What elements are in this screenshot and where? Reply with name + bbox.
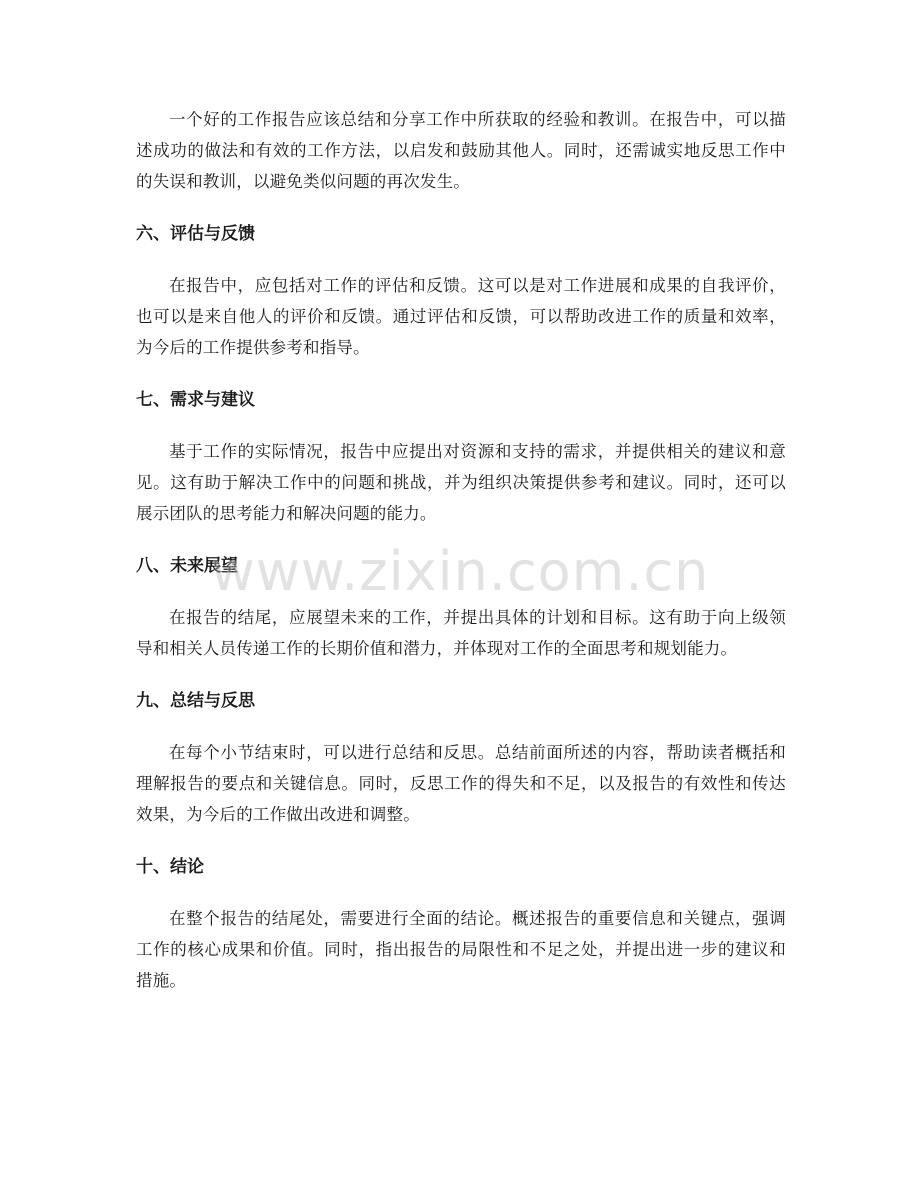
intro-paragraph: 一个好的工作报告应该总结和分享工作中所获取的经验和教训。在报告中，可以描述成功的做法和有效的工作方法，以启发和鼓励其他人。同时，还需诚实地反思工作中的失误和教训，以避免类似问题的再次发生。 [136, 110, 786, 191]
watermark-text: www.zixin.com.cn [210, 540, 710, 603]
section-body-6: 在报告中，应包括对工作的评估和反馈。这可以是对工作进展和成果的自我评价，也可以是来自他人的评价和反馈。通过评估和反馈，可以帮助改进工作的质量和效率，为今后的工作提供参考和指导。 [136, 276, 786, 357]
section-heading-8: 八、未来展望 [136, 556, 238, 576]
section-body-8: 在报告的结尾，应展望未来的工作，并提出具体的计划和目标。这有助于向上级领导和相关人员传递工作的长期价值和潜力，并体现对工作的全面思考和规划能力。 [136, 608, 786, 658]
section-heading-10: 十、结论 [136, 857, 204, 877]
section-heading-9: 九、总结与反思 [136, 691, 255, 711]
document-content [136, 104, 786, 996]
section-body-7: 基于工作的实际情况，报告中应提出对资源和支持的需求，并提供相关的建议和意见。这有助于解决工作中的问题和挑战，并为组织决策提供参考和建议。同时，还可以展示团队的思考能力和解决问题的能力。 [136, 442, 786, 523]
section-heading-7: 七、需求与建议 [136, 390, 255, 410]
section-body-10: 在整个报告的结尾处，需要进行全面的结论。概述报告的重要信息和关键点，强调工作的核心成果和价值。同时，指出报告的局限性和不足之处，并提出进一步的建议和措施。 [136, 909, 786, 990]
section-body-9: 在每个小节结束时，可以进行总结和反思。总结前面所述的内容，帮助读者概括和理解报告的要点和关键信息。同时，反思工作的得失和不足，以及报告的有效性和传达效果，为今后的工作做出改进和调整。 [136, 743, 786, 824]
section-heading-6: 六、评估与反馈 [136, 224, 255, 244]
